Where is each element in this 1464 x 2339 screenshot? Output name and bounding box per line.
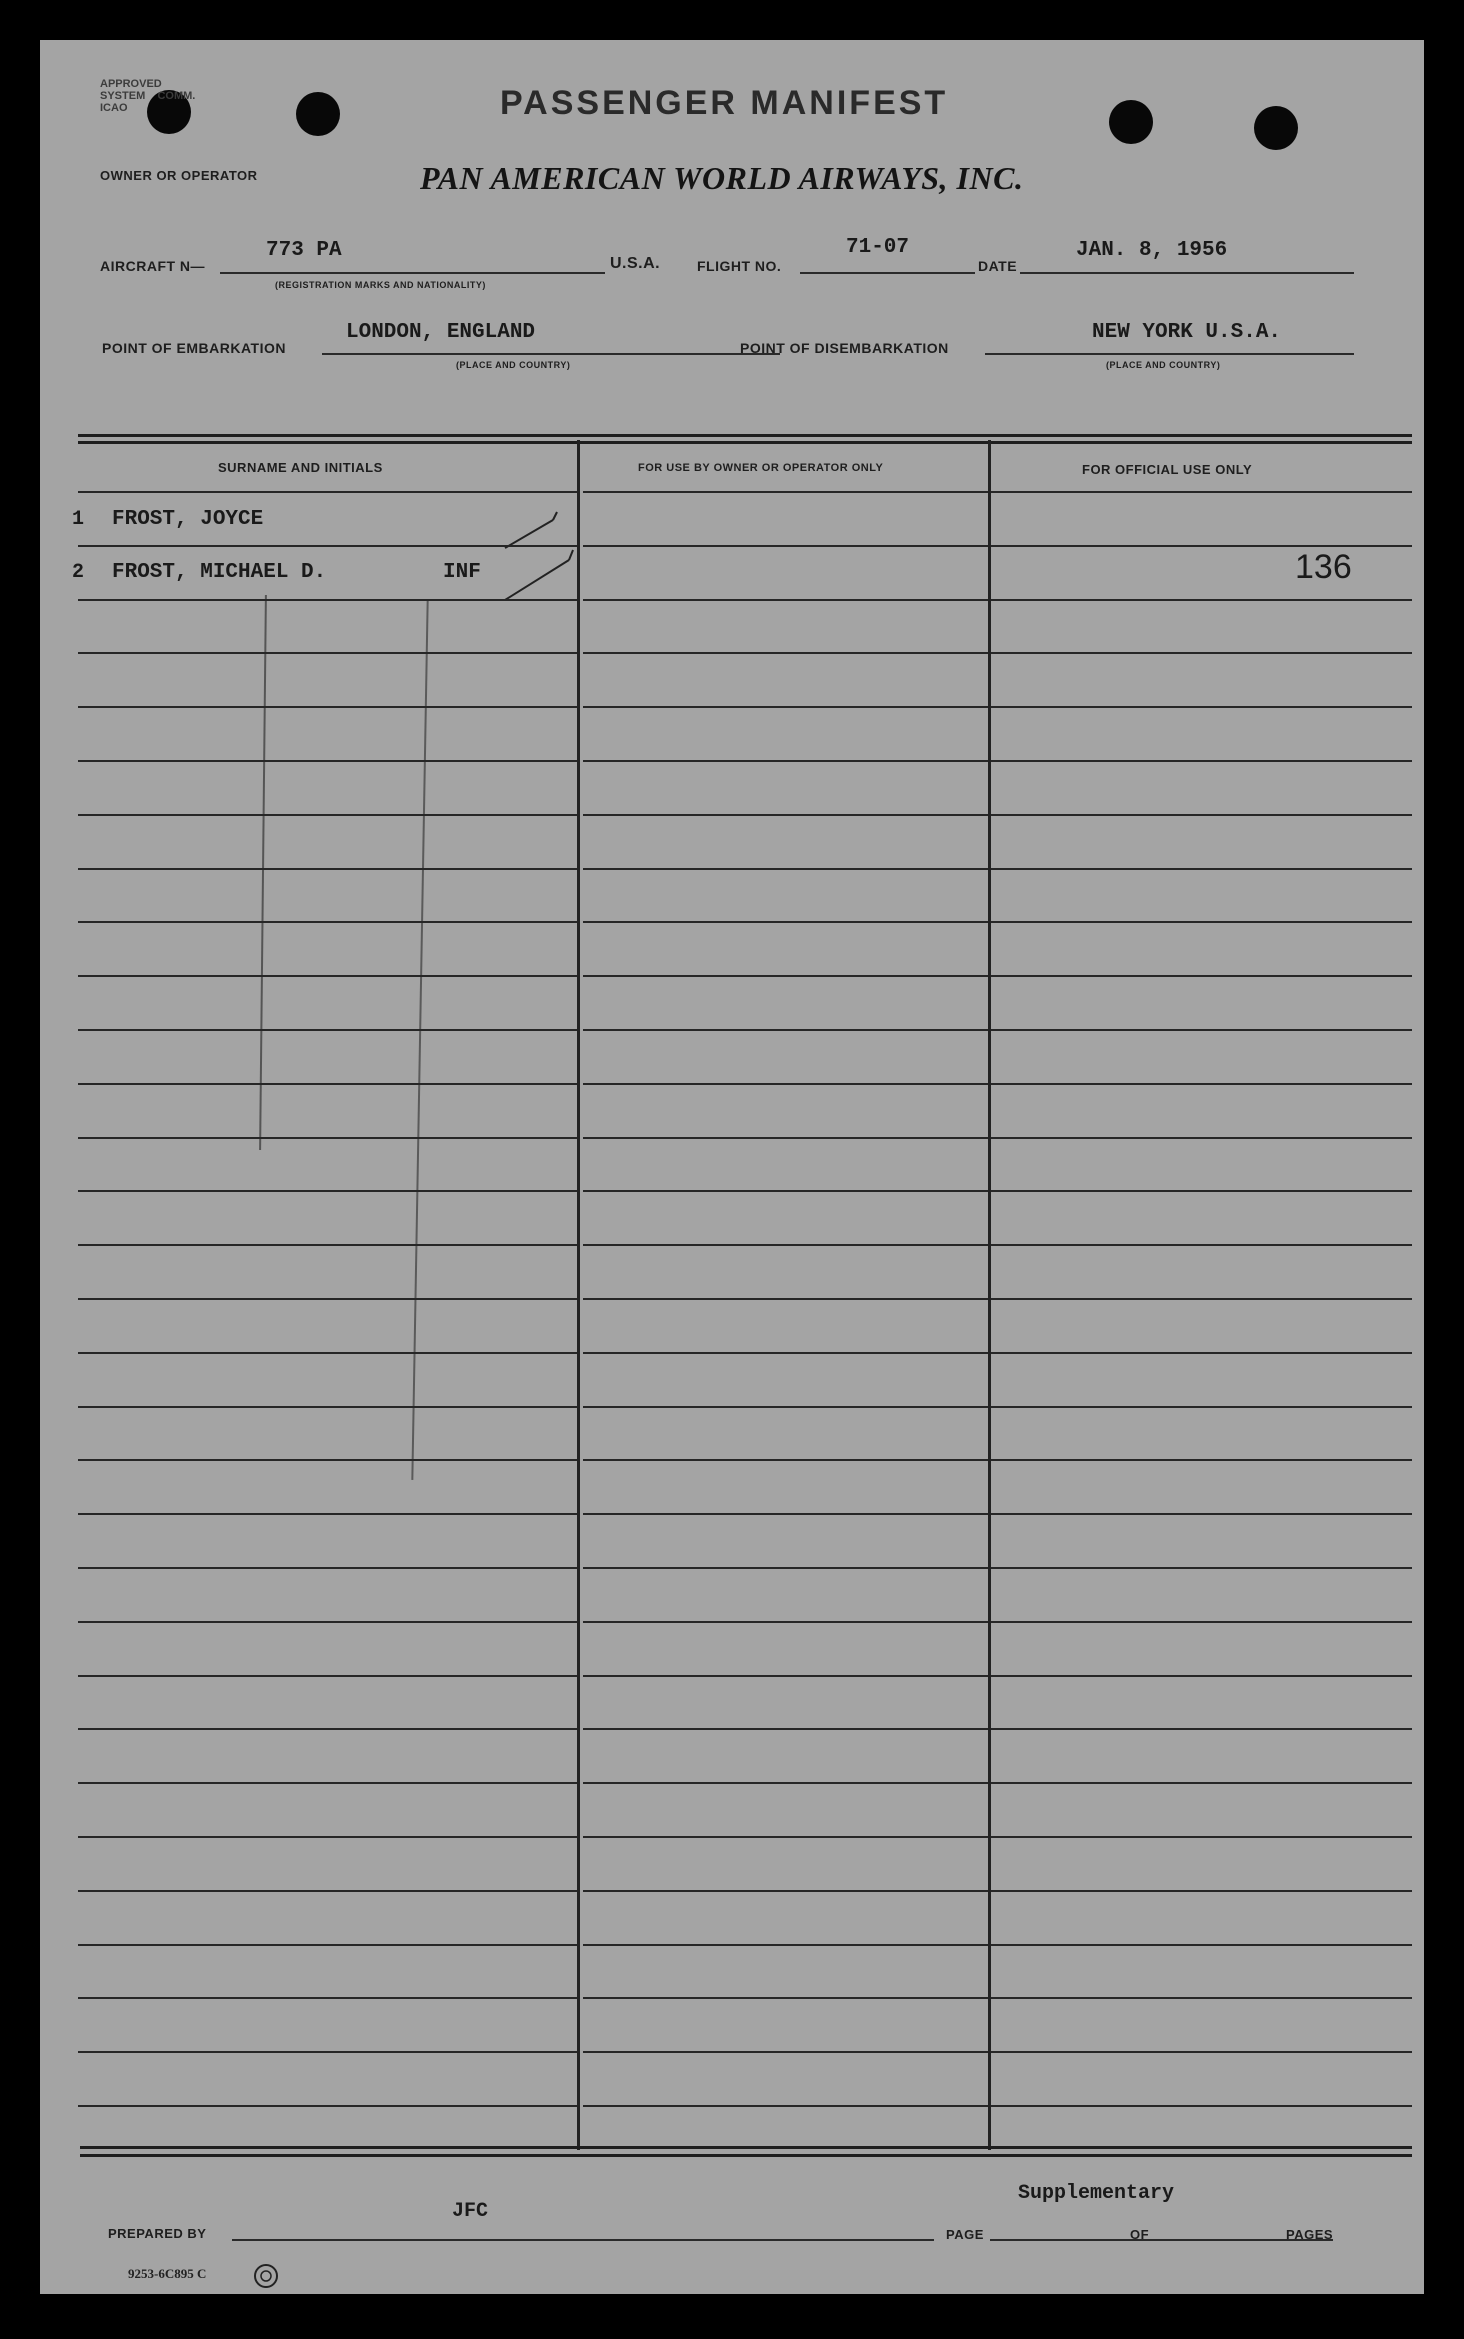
row-rule [583,2105,988,2107]
row-rule [991,975,1412,977]
table-bottom-border [80,2154,1412,2157]
row-rule [991,1728,1412,1730]
row-rule [78,1244,577,1246]
row-rule [583,1675,988,1677]
disembarkation-sublabel: (PLACE AND COUNTRY) [1106,360,1221,370]
row-rule [78,921,577,923]
row-rule [991,1782,1412,1784]
row-rule [991,1244,1412,1246]
prepared-by-label: PREPARED BY [108,2226,207,2241]
aircraft-sublabel: (REGISTRATION MARKS AND NATIONALITY) [275,280,486,290]
col-header-surname: SURNAME AND INITIALS [218,460,383,475]
manifest-sheet [40,40,1424,2294]
row-rule [991,2105,1412,2107]
row-rule [991,1137,1412,1139]
aircraft-country: U.S.A. [610,255,661,272]
row-rule [583,1782,988,1784]
owner-value: PAN AMERICAN WORLD AIRWAYS, INC. [420,160,1024,196]
passenger-1-number: 1 [72,508,85,531]
row-rule [78,760,577,762]
row-rule [78,1083,577,1085]
date-underline [1020,272,1354,274]
pen-mark [259,595,267,1150]
aircraft-underline [220,272,605,274]
passenger-2-official: 136 [1295,548,1352,586]
date-value: JAN. 8, 1956 [1076,239,1228,262]
row-rule [991,1513,1412,1515]
column-divider [577,440,580,2150]
row-rule [78,1567,577,1569]
row-rule [78,1406,577,1408]
punch-hole [1254,106,1298,150]
row-rule [583,1944,988,1946]
row-rule [78,1675,577,1677]
row-rule [583,1298,988,1300]
row-rule [991,1352,1412,1354]
aircraft-label: AIRCRAFT N— [100,258,206,274]
punch-hole [1109,100,1153,144]
date-label: DATE [978,258,1018,274]
row-rule [583,1513,988,1515]
row-rule [78,975,577,977]
row-rule [78,2051,577,2053]
embarkation-sublabel: (PLACE AND COUNTRY) [456,360,571,370]
row-rule [991,599,1412,601]
row-rule [583,706,988,708]
row-rule [991,760,1412,762]
row-rule [583,652,988,654]
row-rule [78,1997,577,1999]
table-bottom-border [80,2146,1412,2149]
form-number: 9253-6C895 C [128,2266,207,2281]
row-rule [78,1621,577,1623]
row-rule [991,868,1412,870]
row-rule [78,1836,577,1838]
row-rule [78,1298,577,1300]
row-rule [991,2051,1412,2053]
row-rule [583,1567,988,1569]
embarkation-value: LONDON, ENGLAND [346,321,536,344]
row-rule [583,1083,988,1085]
row-rule [583,1190,988,1192]
of-label: OF [1130,2227,1150,2242]
pen-mark [411,600,428,1480]
row-rule [583,1621,988,1623]
row-rule [583,599,988,601]
row-rule [583,814,988,816]
row-rule [991,1944,1412,1946]
row-rule [991,921,1412,923]
row-rule [583,545,988,547]
row-rule [991,1836,1412,1838]
row-rule [78,1782,577,1784]
flight-label: FLIGHT NO. [697,258,782,274]
disembarkation-value: NEW YORK U.S.A. [1092,321,1282,344]
row-rule [991,706,1412,708]
row-rule [78,1029,577,1031]
aircraft-value: 773 PA [266,239,342,262]
row-rule [78,1352,577,1354]
passenger-1-name: FROST, JOYCE [112,508,264,531]
row-rule [78,1137,577,1139]
row-rule [78,868,577,870]
embarkation-label: POINT OF EMBARKATION [102,340,286,356]
table-top-border [78,441,1412,444]
row-rule [991,491,1412,493]
passenger-2-name: FROST, MICHAEL D. [112,561,327,584]
supplementary-note: Supplementary [1018,2182,1175,2205]
row-rule [991,1997,1412,1999]
row-rule [583,975,988,977]
row-rule [78,706,577,708]
flight-value: 71-07 [846,236,910,259]
row-rule [583,1459,988,1461]
col-header-owner-use: FOR USE BY OWNER OR OPERATOR ONLY [638,462,884,474]
row-rule [583,760,988,762]
pages-label: PAGES [1286,2227,1334,2242]
punch-hole [296,92,340,136]
row-rule [78,1890,577,1892]
col-header-official-use: FOR OFFICIAL USE ONLY [1082,462,1253,477]
row-rule [991,1083,1412,1085]
row-rule [78,599,577,601]
row-rule [991,1406,1412,1408]
row-rule [583,1137,988,1139]
row-rule [991,814,1412,816]
row-rule [78,491,577,493]
row-rule [78,1459,577,1461]
row-rule [991,1890,1412,1892]
passenger-2-number: 2 [72,561,85,584]
row-rule [583,491,988,493]
passenger-2-note: INF [443,561,481,584]
table-top-border [78,434,1412,437]
row-rule [583,1836,988,1838]
row-rule [78,1513,577,1515]
row-rule [991,1675,1412,1677]
row-rule [583,1890,988,1892]
row-rule [78,814,577,816]
approval-stamp: APPROVED SYSTEM COMM. ICAO [100,78,196,114]
owner-label: OWNER OR OPERATOR [100,168,258,183]
union-label-icon [252,2262,280,2290]
row-rule [991,1459,1412,1461]
row-rule [583,1352,988,1354]
column-divider [988,440,991,2150]
row-rule [991,1298,1412,1300]
row-rule [991,1621,1412,1623]
row-rule [78,545,577,547]
disembarkation-label: POINT OF DISEMBARKATION [740,340,949,356]
prepared-by-value: JFC [452,2200,489,2223]
row-rule [583,1029,988,1031]
flight-underline [800,272,975,274]
row-rule [583,2051,988,2053]
row-rule [583,1997,988,1999]
row-rule [78,1728,577,1730]
row-rule [78,652,577,654]
page-label: PAGE [946,2227,984,2242]
row-rule [991,545,1412,547]
row-rule [583,1728,988,1730]
row-rule [78,2105,577,2107]
row-rule [78,1190,577,1192]
embarkation-underline [322,353,780,355]
row-rule [583,868,988,870]
page-title: PASSENGER MANIFEST [500,84,949,122]
prepared-by-underline [232,2239,934,2241]
row-rule [991,652,1412,654]
row-rule [78,1944,577,1946]
row-rule [583,921,988,923]
row-rule [991,1029,1412,1031]
row-rule [583,1406,988,1408]
row-rule [583,1244,988,1246]
row-rule [991,1567,1412,1569]
disembarkation-underline [985,353,1354,355]
row-rule [991,1190,1412,1192]
